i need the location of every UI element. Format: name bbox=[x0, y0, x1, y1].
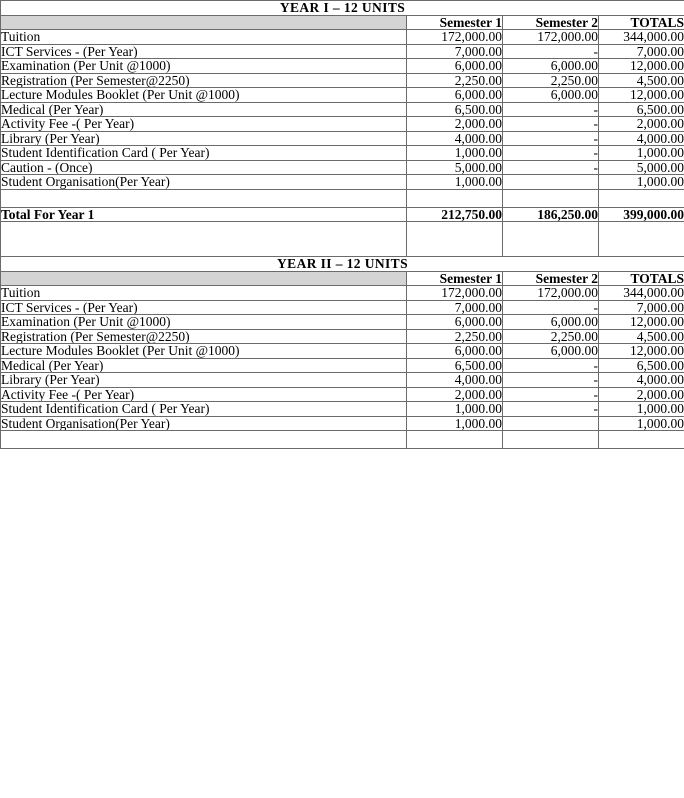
spacer-cell bbox=[1, 189, 407, 207]
fee-total: 2,000.00 bbox=[599, 117, 684, 132]
fee-semester-2: 2,250.00 bbox=[503, 73, 599, 88]
fee-semester-2: 2,250.00 bbox=[503, 329, 599, 344]
fee-semester-2 bbox=[503, 175, 599, 190]
fee-semester-2: 172,000.00 bbox=[503, 286, 599, 301]
fee-description: Activity Fee -( Per Year) bbox=[1, 117, 407, 132]
fee-semester-2 bbox=[503, 416, 599, 431]
fee-total: 12,000.00 bbox=[599, 88, 684, 103]
spacer-cell bbox=[1, 431, 407, 449]
fee-semester-2: 6,000.00 bbox=[503, 315, 599, 330]
fee-semester-1: 4,000.00 bbox=[407, 131, 503, 146]
fee-semester-1: 172,000.00 bbox=[407, 286, 503, 301]
spacer-cell bbox=[503, 189, 599, 207]
column-header-totals: TOTALS bbox=[599, 271, 684, 286]
fee-semester-2: - bbox=[503, 131, 599, 146]
table-row bbox=[1, 402, 684, 417]
fee-semester-2: - bbox=[503, 160, 599, 175]
fee-description: Student Organisation(Per Year) bbox=[1, 416, 407, 431]
fee-description: ICT Services - (Per Year) bbox=[1, 300, 407, 315]
fee-semester-1: 1,000.00 bbox=[407, 402, 503, 417]
fee-semester-1: 2,000.00 bbox=[407, 117, 503, 132]
column-header-blank bbox=[1, 271, 407, 286]
spacer-cell bbox=[599, 189, 684, 207]
spacer-cell bbox=[503, 431, 599, 449]
fee-semester-1: 7,000.00 bbox=[407, 300, 503, 315]
column-header-semester-1: Semester 1 bbox=[407, 271, 503, 286]
year-banner-row bbox=[1, 1, 684, 16]
fee-semester-1: 1,000.00 bbox=[407, 416, 503, 431]
spacer-cell bbox=[599, 431, 684, 449]
fee-total: 6,500.00 bbox=[599, 102, 684, 117]
fee-semester-1: 6,000.00 bbox=[407, 315, 503, 330]
spacer-cell bbox=[407, 222, 503, 257]
fee-description: Library (Per Year) bbox=[1, 373, 407, 388]
fee-semester-1: 6,500.00 bbox=[407, 102, 503, 117]
fee-total: 7,000.00 bbox=[599, 300, 684, 315]
table-row bbox=[1, 373, 684, 388]
fee-description: Tuition bbox=[1, 286, 407, 301]
spacer-row bbox=[1, 222, 684, 257]
fee-total: 2,000.00 bbox=[599, 387, 684, 402]
fee-semester-1: 6,000.00 bbox=[407, 59, 503, 74]
spacer-cell bbox=[407, 431, 503, 449]
fee-semester-1: 1,000.00 bbox=[407, 146, 503, 161]
column-header-row bbox=[1, 15, 684, 30]
table-row bbox=[1, 387, 684, 402]
table-row bbox=[1, 315, 684, 330]
fee-total: 4,000.00 bbox=[599, 373, 684, 388]
table-row bbox=[1, 416, 684, 431]
fee-description: Student Identification Card ( Per Year) bbox=[1, 402, 407, 417]
fee-semester-2: - bbox=[503, 117, 599, 132]
year-total-row bbox=[1, 207, 684, 222]
fee-semester-2: - bbox=[503, 146, 599, 161]
fee-total: 12,000.00 bbox=[599, 59, 684, 74]
fee-semester-1: 172,000.00 bbox=[407, 30, 503, 45]
table-row bbox=[1, 131, 684, 146]
spacer-row bbox=[1, 189, 684, 207]
fee-semester-1: 5,000.00 bbox=[407, 160, 503, 175]
spacer-cell bbox=[407, 189, 503, 207]
fee-semester-2: 6,000.00 bbox=[503, 344, 599, 359]
fee-total: 12,000.00 bbox=[599, 315, 684, 330]
fee-description: Activity Fee -( Per Year) bbox=[1, 387, 407, 402]
column-header-totals: TOTALS bbox=[599, 15, 684, 30]
fee-description: ICT Services - (Per Year) bbox=[1, 44, 407, 59]
fee-semester-1: 6,000.00 bbox=[407, 344, 503, 359]
table-row bbox=[1, 160, 684, 175]
spacer-cell bbox=[503, 222, 599, 257]
fee-description: Caution - (Once) bbox=[1, 160, 407, 175]
fee-description: Tuition bbox=[1, 30, 407, 45]
fee-description: Examination (Per Unit @1000) bbox=[1, 315, 407, 330]
year-total-semester-2: 186,250.00 bbox=[503, 207, 599, 222]
fee-semester-2: 172,000.00 bbox=[503, 30, 599, 45]
table-row bbox=[1, 117, 684, 132]
column-header-blank bbox=[1, 15, 407, 30]
fee-description: Lecture Modules Booklet (Per Unit @1000) bbox=[1, 88, 407, 103]
fee-semester-2: - bbox=[503, 44, 599, 59]
fee-total: 4,000.00 bbox=[599, 131, 684, 146]
fee-description: Lecture Modules Booklet (Per Unit @1000) bbox=[1, 344, 407, 359]
fee-semester-2: - bbox=[503, 358, 599, 373]
fee-semester-1: 2,250.00 bbox=[407, 73, 503, 88]
year-total-label: Total For Year 1 bbox=[1, 207, 407, 222]
spacer-cell bbox=[1, 222, 407, 257]
spacer-row bbox=[1, 431, 684, 449]
fee-semester-2: 6,000.00 bbox=[503, 88, 599, 103]
fee-semester-2: - bbox=[503, 300, 599, 315]
fee-description: Registration (Per Semester@2250) bbox=[1, 73, 407, 88]
fee-total: 4,500.00 bbox=[599, 73, 684, 88]
fee-description: Student Identification Card ( Per Year) bbox=[1, 146, 407, 161]
fee-total: 344,000.00 bbox=[599, 30, 684, 45]
table-row bbox=[1, 146, 684, 161]
fee-description: Medical (Per Year) bbox=[1, 358, 407, 373]
table-row bbox=[1, 30, 684, 45]
fee-semester-2: 6,000.00 bbox=[503, 59, 599, 74]
fee-total: 344,000.00 bbox=[599, 286, 684, 301]
spacer-cell bbox=[599, 222, 684, 257]
table-row bbox=[1, 286, 684, 301]
table-row bbox=[1, 329, 684, 344]
fee-semester-1: 6,500.00 bbox=[407, 358, 503, 373]
table-row bbox=[1, 358, 684, 373]
table-row bbox=[1, 300, 684, 315]
fee-total: 1,000.00 bbox=[599, 146, 684, 161]
fee-total: 7,000.00 bbox=[599, 44, 684, 59]
year-banner-row bbox=[1, 257, 684, 272]
table-row bbox=[1, 102, 684, 117]
table-row bbox=[1, 344, 684, 359]
fee-semester-1: 2,000.00 bbox=[407, 387, 503, 402]
column-header-semester-1: Semester 1 bbox=[407, 15, 503, 30]
table-row bbox=[1, 44, 684, 59]
column-header-semester-2: Semester 2 bbox=[503, 15, 599, 30]
fee-total: 4,500.00 bbox=[599, 329, 684, 344]
fee-semester-1: 2,250.00 bbox=[407, 329, 503, 344]
year-banner-title: YEAR II – 12 UNITS bbox=[1, 257, 684, 272]
fee-semester-1: 6,000.00 bbox=[407, 88, 503, 103]
fee-total: 1,000.00 bbox=[599, 175, 684, 190]
year-total-semester-1: 212,750.00 bbox=[407, 207, 503, 222]
table-row bbox=[1, 88, 684, 103]
year-banner-title: YEAR I – 12 UNITS bbox=[1, 1, 684, 16]
fee-description: Library (Per Year) bbox=[1, 131, 407, 146]
fee-semester-2: - bbox=[503, 102, 599, 117]
fee-total: 5,000.00 bbox=[599, 160, 684, 175]
fee-semester-2: - bbox=[503, 373, 599, 388]
fee-semester-2: - bbox=[503, 387, 599, 402]
fee-description: Examination (Per Unit @1000) bbox=[1, 59, 407, 74]
column-header-semester-2: Semester 2 bbox=[503, 271, 599, 286]
fee-total: 12,000.00 bbox=[599, 344, 684, 359]
fee-total: 6,500.00 bbox=[599, 358, 684, 373]
fee-total: 1,000.00 bbox=[599, 416, 684, 431]
year-total-grand: 399,000.00 bbox=[599, 207, 684, 222]
fee-semester-2: - bbox=[503, 402, 599, 417]
fee-description: Registration (Per Semester@2250) bbox=[1, 329, 407, 344]
fee-total: 1,000.00 bbox=[599, 402, 684, 417]
fee-semester-1: 7,000.00 bbox=[407, 44, 503, 59]
fee-description: Student Organisation(Per Year) bbox=[1, 175, 407, 190]
table-row bbox=[1, 59, 684, 74]
fee-semester-1: 1,000.00 bbox=[407, 175, 503, 190]
table-row bbox=[1, 175, 684, 190]
fee-semester-1: 4,000.00 bbox=[407, 373, 503, 388]
column-header-row bbox=[1, 271, 684, 286]
fee-description: Medical (Per Year) bbox=[1, 102, 407, 117]
table-row bbox=[1, 73, 684, 88]
